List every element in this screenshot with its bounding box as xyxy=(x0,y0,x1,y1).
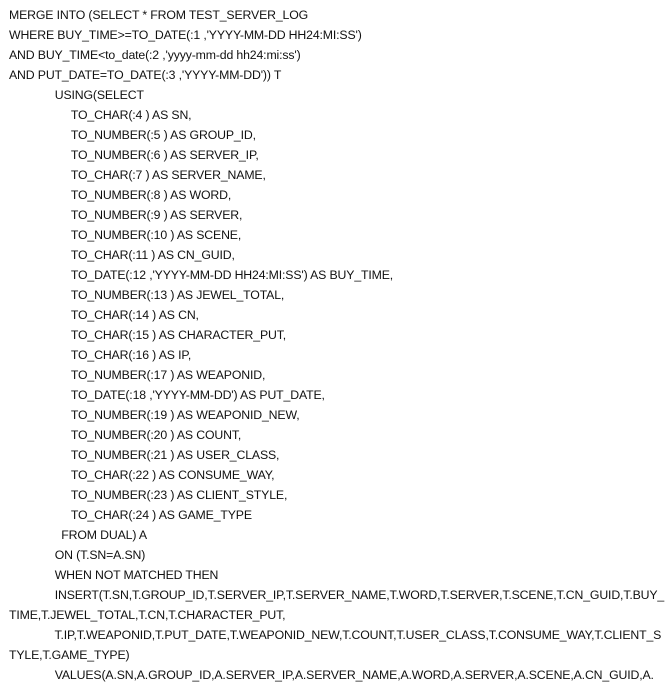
code-line-20: TO_DATE(:18 ,'YYYY-MM-DD') AS PUT_DATE, xyxy=(9,388,325,402)
code-line-13: TO_CHAR(:11 ) AS CN_GUID, xyxy=(9,248,235,262)
code-line-16: TO_CHAR(:14 ) AS CN, xyxy=(9,308,199,322)
code-line-3: AND BUY_TIME<to_date(:2 ,'yyyy-mm-dd hh24:mi:ss') xyxy=(9,48,301,62)
code-line-7: TO_NUMBER(:5 ) AS GROUP_ID, xyxy=(9,128,256,142)
code-line-10: TO_NUMBER(:8 ) AS WORD, xyxy=(9,188,232,202)
code-line-22: TO_NUMBER(:20 ) AS COUNT, xyxy=(9,428,242,442)
code-line-23: TO_NUMBER(:21 ) AS USER_CLASS, xyxy=(9,448,280,462)
code-line-25: TO_NUMBER(:23 ) AS CLIENT_STYLE, xyxy=(9,488,288,502)
code-line-8: TO_NUMBER(:6 ) AS SERVER_IP, xyxy=(9,148,259,162)
code-line-9: TO_CHAR(:7 ) AS SERVER_NAME, xyxy=(9,168,266,182)
code-line-24: TO_CHAR(:22 ) AS CONSUME_WAY, xyxy=(9,468,275,482)
code-line-31: TIME,T.JEWEL_TOTAL,T.CN,T.CHARACTER_PUT, xyxy=(9,608,286,622)
code-line-11: TO_NUMBER(:9 ) AS SERVER, xyxy=(9,208,243,222)
code-line-30: INSERT(T.SN,T.GROUP_ID,T.SERVER_IP,T.SERVER_NAME,T.WORD,T.SERVER,T.SCENE,T.CN_GUID,T.BUY_ xyxy=(9,588,665,602)
code-line-12: TO_NUMBER(:10 ) AS SCENE, xyxy=(9,228,242,242)
code-line-18: TO_CHAR(:16 ) AS IP, xyxy=(9,348,192,362)
code-line-19: TO_NUMBER(:17 ) AS WEAPONID, xyxy=(9,368,266,382)
code-line-15: TO_NUMBER(:13 ) AS JEWEL_TOTAL, xyxy=(9,288,285,302)
code-line-21: TO_NUMBER(:19 ) AS WEAPONID_NEW, xyxy=(9,408,300,422)
code-line-2: WHERE BUY_TIME>=TO_DATE(:1 ,'YYYY-MM-DD HH24:MI:SS') xyxy=(9,28,362,42)
code-line-28: ON (T.SN=A.SN) xyxy=(9,548,146,562)
code-line-32: T.IP,T.WEAPONID,T.PUT_DATE,T.WEAPONID_NEW,T.COUNT,T.USER_CLASS,T.CONSUME_WAY,T.CLIENT_S xyxy=(9,628,662,642)
code-line-17: TO_CHAR(:15 ) AS CHARACTER_PUT, xyxy=(9,328,286,342)
code-line-27: FROM DUAL) A xyxy=(9,528,147,542)
code-line-26: TO_CHAR(:24 ) AS GAME_TYPE xyxy=(9,508,252,522)
code-line-1: MERGE INTO (SELECT * FROM TEST_SERVER_LOG xyxy=(9,8,309,22)
code-line-4: AND PUT_DATE=TO_DATE(:3 ,'YYYY-MM-DD')) T xyxy=(9,68,282,82)
code-line-14: TO_DATE(:12 ,'YYYY-MM-DD HH24:MI:SS') AS BUY_TIME, xyxy=(9,268,394,282)
code-line-34: VALUES(A.SN,A.GROUP_ID,A.SERVER_IP,A.SERVER_NAME,A.WORD,A.SERVER,A.SCENE,A.CN_GUID,A. xyxy=(9,668,654,682)
code-line-6: TO_CHAR(:4 ) AS SN, xyxy=(9,108,192,122)
code-line-29: WHEN NOT MATCHED THEN xyxy=(9,568,219,582)
code-line-33: TYLE,T.GAME_TYPE) xyxy=(9,648,130,662)
code-line-5: USING(SELECT xyxy=(9,88,144,102)
